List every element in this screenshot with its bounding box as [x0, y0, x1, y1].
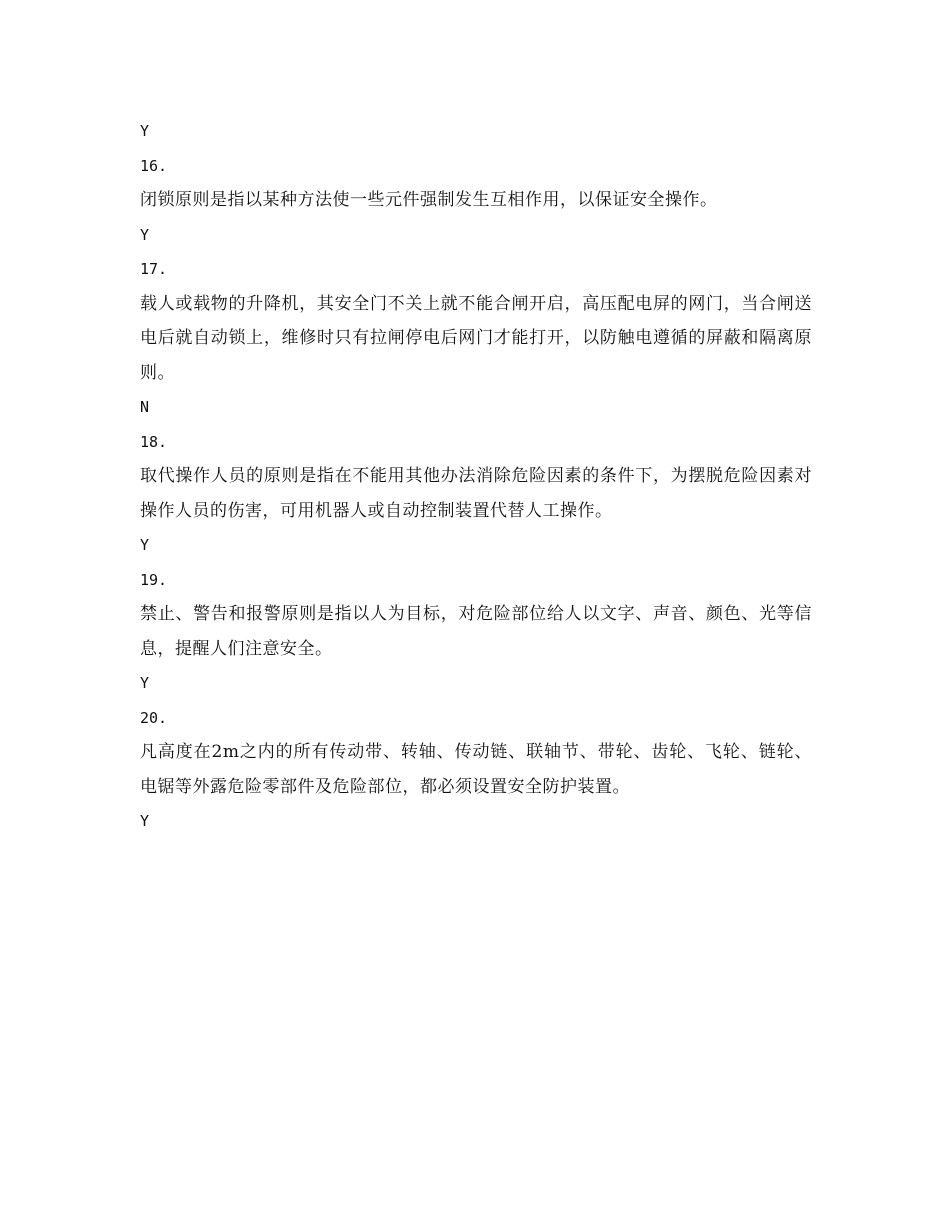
- question-text: 载人或载物的升降机，其安全门不关上就不能合闸开启，高压配电屏的网门，当合闸送电后就自动锁上，维修时只有拉闸停电后网门才能打开，以防触电遵循的屏蔽和隔离原则。: [140, 293, 812, 383]
- question-18: [140, 425, 812, 563]
- question-19: [140, 563, 812, 701]
- question-number: 18.: [140, 432, 168, 451]
- question-answer: Y: [140, 674, 150, 692]
- question-answer: Y: [140, 812, 150, 830]
- question-answer: Y: [140, 225, 150, 244]
- document-page: [140, 114, 812, 839]
- question-number: 17.: [140, 260, 168, 278]
- question-16: [140, 149, 812, 253]
- lead-answer: Y: [140, 122, 150, 140]
- question-number: 20.: [140, 708, 168, 727]
- question-20: [140, 701, 812, 839]
- question-text: 闭锁原则是指以某种方法使一些元件强制发生互相作用，以保证安全操作。: [140, 190, 718, 210]
- question-text: 凡高度在2m之内的所有传动带、转轴、传动链、联轴节、带轮、齿轮、飞轮、链轮、电锯等外露危险零部件及危险部位，都必须设置安全防护装置。: [140, 742, 812, 797]
- question-number: 19.: [140, 570, 168, 589]
- question-text: 取代操作人员的原则是指在不能用其他办法消除危险因素的条件下，为摆脱危险因素对操作人员的伤害，可用机器人或自动控制装置代替人工操作。: [140, 466, 812, 521]
- question-17: [140, 252, 812, 425]
- question-text: 禁止、警告和报警原则是指以人为目标，对危险部位给人以文字、声音、颜色、光等信息，提醒人们注意安全。: [140, 604, 812, 659]
- question-answer: Y: [140, 536, 150, 554]
- question-answer: N: [140, 398, 150, 416]
- question-number: 16.: [140, 156, 168, 175]
